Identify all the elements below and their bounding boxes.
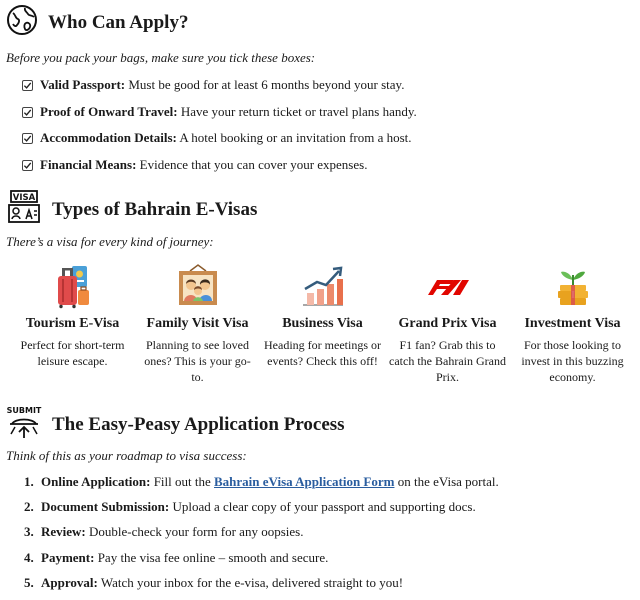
list-item: [22, 104, 417, 131]
requirements-list: [22, 77, 417, 183]
visa-types-header: [6, 189, 257, 230]
visa-icon-text: VISA: [12, 193, 36, 203]
visa-title: Family Visit Visa: [146, 316, 249, 331]
list-item: [22, 157, 417, 184]
list-item: [24, 575, 499, 600]
list-item: [22, 77, 417, 104]
item-label: Proof of Onward Travel:: [40, 103, 178, 119]
list-item: [24, 474, 499, 499]
section-title: Types of Bahrain E-Visas: [52, 198, 258, 220]
visa-desc: For those looking to invest in this buzzing economy.: [521, 338, 624, 384]
checkbox-icon: [22, 107, 33, 118]
step-label: Review:: [41, 524, 86, 540]
section-title: The Easy-Peasy Application Process: [52, 413, 345, 435]
family-photo-icon: [174, 262, 222, 310]
step-text: Fill out the: [150, 474, 215, 489]
visa-title: Investment Visa: [524, 316, 621, 331]
visa-card-tourism: [10, 262, 135, 385]
list-item: [24, 550, 499, 575]
visa-desc: F1 fan? Grab this to catch the Bahrain Grand Prix.: [389, 338, 506, 384]
visa-title: Business Visa: [282, 316, 363, 331]
checkbox-icon: [22, 160, 33, 171]
step-text: Watch your inbox for the e-visa, delivered straight to you!: [97, 574, 404, 590]
process-header: [6, 404, 345, 445]
step-number: 3.: [24, 524, 34, 540]
f1-logo-icon: [424, 262, 472, 310]
step-number: 1.: [24, 474, 34, 489]
step-label: Approval:: [41, 574, 98, 590]
visa-title: Tourism E-Visa: [25, 316, 120, 331]
section-intro: Think of this as your roadmap to visa success:: [6, 448, 247, 463]
item-text: Evidence that you can cover your expenses.: [136, 156, 368, 172]
step-number: 2.: [24, 499, 34, 515]
item-label: Accommodation Details:: [40, 130, 177, 145]
item-label: Valid Passport:: [40, 77, 126, 92]
item-text: Must be good for at least 6 months beyond your stay.: [125, 77, 405, 92]
submit-icon-text: SUBMIT: [6, 406, 42, 415]
checkbox-icon: [22, 80, 33, 91]
section-intro: There’s a visa for every kind of journey:: [6, 234, 214, 249]
checkbox-icon: [22, 133, 33, 144]
list-item: [22, 130, 417, 157]
list-item: [24, 499, 499, 524]
step-text: Double-check your form for any oopsies.: [85, 524, 304, 540]
growth-chart-icon: [299, 262, 347, 310]
money-plant-icon: [549, 262, 597, 310]
who-can-apply-header: [6, 4, 188, 41]
step-number: 5.: [24, 574, 34, 590]
item-text: Have your return ticket or travel plans handy.: [177, 103, 417, 119]
submit-icon: [6, 404, 42, 445]
step-label: Document Submission:: [41, 499, 170, 515]
visa-card-family: [135, 262, 260, 385]
globe-icon: [6, 4, 38, 41]
visa-desc: Planning to see loved ones? This is your go-to.: [144, 338, 251, 384]
step-text-after: on the eVisa portal.: [394, 474, 499, 489]
steps-list: [24, 474, 499, 600]
visa-card-investment: [510, 262, 635, 385]
visa-icon: [6, 189, 42, 230]
visa-desc: Perfect for short-term leisure escape.: [20, 338, 125, 368]
application-form-link[interactable]: Bahrain eVisa Application Form: [214, 474, 395, 489]
item-text: A hotel booking or an invitation from a host.: [176, 130, 412, 145]
visa-cards: [10, 262, 635, 385]
luggage-icon: [49, 262, 97, 310]
section-intro: Before you pack your bags, make sure you tick these boxes:: [6, 50, 316, 65]
step-text: Upload a clear copy of your passport and supporting docs.: [169, 499, 476, 515]
step-label: Payment:: [41, 549, 95, 565]
visa-desc: Heading for meetings or events? Check this off!: [264, 338, 381, 368]
visa-title: Grand Prix Visa: [398, 316, 497, 331]
step-text: Pay the visa fee online – smooth and secure.: [94, 549, 329, 565]
list-item: [24, 524, 499, 549]
item-label: Financial Means:: [40, 156, 137, 172]
step-number: 4.: [24, 549, 34, 565]
step-label: Online Application:: [41, 474, 151, 489]
section-title: Who Can Apply?: [48, 11, 189, 33]
visa-card-business: [260, 262, 385, 385]
visa-card-grand-prix: [385, 262, 510, 385]
